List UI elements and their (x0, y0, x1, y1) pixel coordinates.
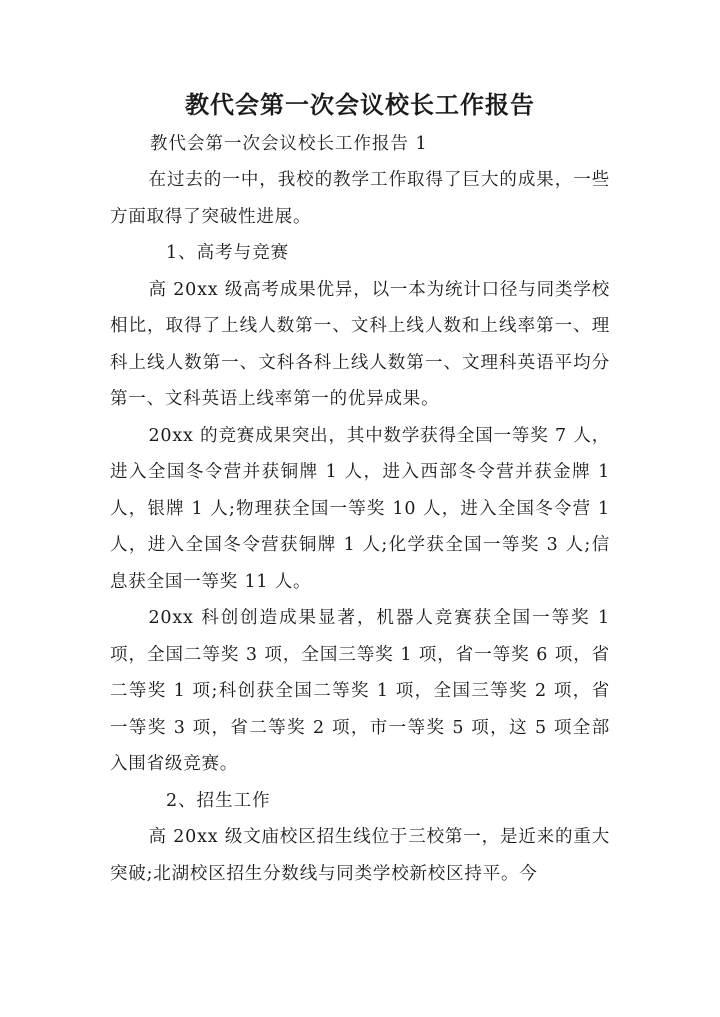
paragraph-enrollment: 高 20xx 级文庙校区招生线位于三校第一，是近来的重大突破;北湖校区招生分数线与同类学校新校区持平。今 (110, 827, 610, 884)
section-heading-enrollment: 2、招生工作 (166, 790, 271, 811)
paragraph-competition-results: 20xx 的竞赛成果突出，其中数学获得全国一等奖 7 人，进入全国冬令营并获铜牌 1 人，进入西部冬令营并获金牌 1 人，银牌 1 人;物理获全国一等奖 10 人，进入全国冬令营 1 人，进入全国冬令营获铜牌 1 人;化学获全国一等奖 3 人;信息获全国一等奖 11 人。 (110, 425, 610, 592)
document-subtitle: 教代会第一次会议校长工作报告 1 (150, 134, 428, 154)
paragraph-innovation-results: 20xx 科创创造成果显著，机器人竞赛获全国一等奖 1 项，全国二等奖 3 项，全国三等奖 1 项，省一等奖 6 项，省二等奖 1 项;科创获全国二等奖 1 项，全国三等奖 2 项，省一等奖 3 项，省二等奖 2 项，市一等奖 5 项，这 5 项全部入围省级竞赛。 (110, 608, 610, 774)
intro-paragraph: 在过去的一中，我校的教学工作取得了巨大的成果，一些方面取得了突破性进展。 (110, 170, 610, 227)
section-heading-exams: 1、高考与竞赛 (166, 243, 290, 263)
document-page (110, 84, 610, 892)
paragraph-gaokao-results: 高 20xx 级高考成果优异，以一本为统计口径与同类学校相比，取得了上线人数第一、文科上线人数和上线率第一、理科上线人数第一、文科各科上线人数第一、文理科英语平均分第一、文科英语上线率第一的优异成果。 (110, 279, 610, 409)
document-title: 教代会第一次会议校长工作报告 (185, 91, 535, 119)
